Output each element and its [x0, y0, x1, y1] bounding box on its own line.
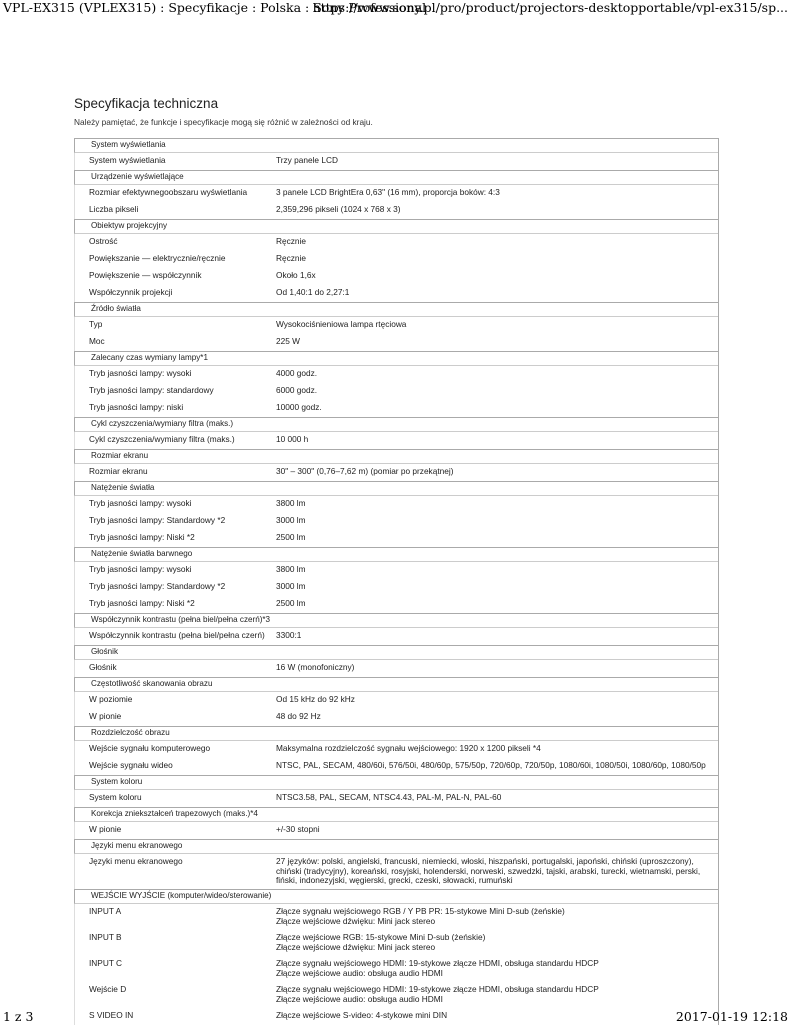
spec-section: [74, 219, 718, 302]
spec-value: 2500 lm: [276, 598, 306, 608]
spec-value: Od 1,40:1 do 2,27:1: [276, 287, 350, 297]
spec-section: [74, 613, 718, 645]
spec-row: [74, 790, 718, 807]
spec-section: [74, 481, 718, 547]
spec-row: [74, 579, 718, 596]
spec-section: [74, 677, 718, 726]
spec-value: 3 panele LCD BrightEra 0,63" (16 mm), proporcja boków: 4:3: [276, 187, 500, 197]
spec-label: Ostrość: [89, 236, 118, 246]
spec-label: Współczynnik projekcji: [89, 287, 173, 297]
spec-section: [74, 302, 718, 351]
spec-value: Maksymalna rozdzielczość sygnału wejściowego: 1920 x 1200 pikseli *4: [276, 743, 541, 753]
spec-label: System koloru: [89, 792, 142, 802]
spec-section: [74, 726, 718, 775]
spec-value: +/-30 stopni: [276, 824, 320, 834]
spec-row: [74, 334, 718, 351]
spec-value: 10000 godz.: [276, 402, 322, 412]
spec-content: [74, 96, 718, 1025]
spec-value: 4000 godz.: [276, 368, 318, 378]
spec-label: S VIDEO IN: [89, 1010, 134, 1020]
spec-section: [74, 889, 718, 1025]
spec-row: [74, 464, 718, 481]
spec-value: 16 W (monofoniczny): [276, 662, 355, 672]
section-heading: Natężenie światła: [74, 481, 718, 496]
spec-value: 3800 lm: [276, 498, 306, 508]
spec-row: [74, 251, 718, 268]
spec-value: 3300:1: [276, 630, 302, 640]
spec-label: Głośnik: [89, 662, 117, 672]
section-heading: Natężenie światła barwnego: [74, 547, 718, 562]
spec-value: NTSC3.58, PAL, SECAM, NTSC4.43, PAL-M, PAL-N, PAL-60: [276, 792, 502, 802]
spec-row: [74, 268, 718, 285]
spec-label: Rozmiar efektywnegoobszaru wyświetlania: [89, 187, 248, 197]
spec-label: Powiększanie — elektrycznie/ręcznie: [89, 253, 226, 263]
section-heading: System koloru: [74, 775, 718, 790]
print-header: [0, 0, 791, 18]
spec-label: INPUT A: [89, 906, 122, 916]
spec-value: Ręcznie: [276, 253, 306, 263]
spec-value: Trzy panele LCD: [276, 155, 338, 165]
spec-row: [74, 822, 718, 839]
spec-section: [74, 417, 718, 449]
spec-label: Rozmiar ekranu: [89, 466, 148, 476]
spec-value: 27 języków: polski, angielski, francuski, niemiecki, włoski, hiszpański, portugalski, japoński, chiński (uproszczony), chiński (tradycyjny), koreański, rosyjski, holenderski, norweski, szwedzki, tajski, arabski, turecki, wietnamski, perski, fiński, indonezyjski, węgierski, grecki, czeski, słowacki, rumuński: [276, 856, 701, 885]
spec-label: Współczynnik kontrastu (pełna biel/pełna czerń): [89, 630, 265, 640]
section-heading: Cykl czyszczenia/wymiany filtra (maks.): [74, 417, 718, 432]
spec-section: [74, 775, 718, 807]
spec-label: INPUT C: [89, 958, 123, 968]
section-heading: Głośnik: [74, 645, 718, 660]
spec-label: Tryb jasności lampy: wysoki: [89, 564, 192, 574]
spec-label: Tryb jasności lampy: Standardowy *2: [89, 581, 226, 591]
spec-label: Wejście sygnału wideo: [89, 760, 173, 770]
spec-row: [74, 741, 718, 758]
spec-label: Tryb jasności lampy: Niski *2: [89, 598, 195, 608]
spec-note: Należy pamiętać, że funkcje i specyfikacje mogą się różnić w zależności od kraju.: [74, 117, 373, 127]
spec-row: [74, 202, 718, 219]
spec-row: [74, 660, 718, 677]
spec-value: Ręcznie: [276, 236, 306, 246]
page-title: VPL-EX315 (VPLEX315) : Specyfikacje : Polska : Sony Professional: [3, 0, 427, 15]
spec-label: Tryb jasności lampy: wysoki: [89, 498, 192, 508]
spec-section: [74, 449, 718, 481]
spec-section: [74, 351, 718, 417]
spec-label: Cykl czyszczenia/wymiany filtra (maks.): [89, 434, 235, 444]
spec-section: [74, 645, 718, 677]
spec-value: 3000 lm: [276, 515, 306, 525]
spec-value: Od 15 kHz do 92 kHz: [276, 694, 355, 704]
spec-label: Typ: [89, 319, 103, 329]
spec-row: [74, 930, 718, 956]
section-heading: Rozdzielczość obrazu: [74, 726, 718, 741]
spec-row: [74, 692, 718, 709]
section-heading: Korekcja zniekształceń trapezowych (maks.)*4: [74, 807, 718, 822]
spec-title: Specyfikacja techniczna: [74, 96, 219, 111]
spec-value: 3000 lm: [276, 581, 306, 591]
spec-row: [74, 400, 718, 417]
spec-section: [74, 138, 718, 170]
section-heading: System wyświetlania: [74, 138, 718, 153]
spec-row: [74, 513, 718, 530]
spec-row: [74, 596, 718, 613]
spec-row: [74, 709, 718, 726]
spec-value: 30" – 300" (0,76–7,62 m) (pomiar po przekątnej): [276, 466, 454, 476]
section-heading: Języki menu ekranowego: [74, 839, 718, 854]
spec-value: Złącze sygnału wejściowego HDMI: 19-stykowe złącze HDMI, obsługa standardu HDCP Złącze wejściowe audio: obsługa audio HDMI: [276, 958, 599, 978]
spec-value: NTSC, PAL, SECAM, 480/60i, 576/50i, 480/60p, 575/50p, 720/60p, 720/50p, 1080/60i, 1080/50i, 1080/60p, 1080/50p: [276, 760, 706, 770]
section-heading: Urządzenie wyświetlające: [74, 170, 718, 185]
section-heading: Obiektyw projekcyjny: [74, 219, 718, 234]
spec-row: [74, 562, 718, 579]
spec-section: [74, 170, 718, 219]
spec-section: [74, 807, 718, 839]
print-footer: [0, 1008, 791, 1024]
spec-label: Tryb jasności lampy: niski: [89, 402, 184, 412]
spec-row: [74, 956, 718, 982]
section-heading: Częstotliwość skanowania obrazu: [74, 677, 718, 692]
section-heading: WEJŚCIE WYJŚCIE (komputer/wideo/sterowanie): [74, 889, 718, 904]
spec-value: 2500 lm: [276, 532, 306, 542]
spec-section: [74, 839, 718, 889]
spec-row: [74, 628, 718, 645]
print-timestamp: 2017-01-19 12:18: [675, 1009, 788, 1024]
spec-value: 6000 godz.: [276, 385, 318, 395]
spec-value: Około 1,6x: [276, 270, 316, 280]
spec-row: [74, 285, 718, 302]
spec-label: Języki menu ekranowego: [89, 856, 183, 866]
spec-label: Powiększenie — współczynnik: [89, 270, 202, 280]
spec-label: W poziomie: [89, 694, 133, 704]
spec-label: System wyświetlania: [89, 155, 166, 165]
page-url[interactable]: https://www.sony.pl/pro/product/projectors-desktopportable/vpl-ex315/sp...: [312, 0, 788, 15]
spec-label: W pionie: [89, 711, 122, 721]
section-heading: Zalecany czas wymiany lampy*1: [74, 351, 718, 366]
spec-value: Złącze sygnału wejściowego HDMI: 19-stykowe złącze HDMI, obsługa standardu HDCP Złącze wejściowe audio: obsługa audio HDMI: [276, 984, 599, 1004]
spec-row: [74, 432, 718, 449]
spec-value: 225 W: [276, 336, 300, 346]
spec-row: [74, 185, 718, 202]
spec-value: 3800 lm: [276, 564, 306, 574]
spec-row: [74, 383, 718, 400]
spec-label: Tryb jasności lampy: standardowy: [89, 385, 214, 395]
spec-row: [74, 366, 718, 383]
spec-label: Moc: [89, 336, 105, 346]
spec-value: Złącze wejściowe RGB: 15-stykowe Mini D-sub (żeńskie) Złącze wejściowe dźwięku: Mini jack stereo: [276, 932, 486, 952]
spec-label: Tryb jasności lampy: Niski *2: [89, 532, 195, 542]
spec-section: [74, 547, 718, 613]
spec-row: [74, 854, 718, 889]
section-heading: Rozmiar ekranu: [74, 449, 718, 464]
spec-row: [74, 758, 718, 775]
spec-label: Wejście D: [89, 984, 127, 994]
section-heading: Źródło światła: [74, 302, 718, 317]
spec-label: Wejście sygnału komputerowego: [89, 743, 211, 753]
spec-row: [74, 234, 718, 251]
spec-label: W pionie: [89, 824, 122, 834]
spec-row: [74, 530, 718, 547]
spec-value: 2,359,296 pikseli (1024 x 768 x 3): [276, 204, 401, 214]
section-heading: Współczynnik kontrastu (pełna biel/pełna czerń)*3: [74, 613, 718, 628]
spec-label: Tryb jasności lampy: wysoki: [89, 368, 192, 378]
spec-value: Złącze sygnału wejściowego RGB / Y PB PR: 15-stykowe Mini D-sub (żeńskie) Złącze wejściowe dźwięku: Mini jack stereo: [276, 906, 565, 926]
spec-value: 10 000 h: [276, 434, 309, 444]
spec-label: Liczba pikseli: [89, 204, 139, 214]
spec-row: [74, 496, 718, 513]
page-counter: 1 z 3: [3, 1009, 34, 1024]
spec-row: [74, 317, 718, 334]
spec-value: Wysokociśnieniowa lampa rtęciowa: [276, 319, 407, 329]
spec-label: INPUT B: [89, 932, 122, 942]
spec-label: Tryb jasności lampy: Standardowy *2: [89, 515, 226, 525]
spec-row: [74, 982, 718, 1008]
spec-value: 48 do 92 Hz: [276, 711, 321, 721]
spec-table: [74, 138, 719, 1025]
spec-row: [74, 904, 718, 930]
spec-value: Złącze wejściowe S-video: 4-stykowe mini DIN: [276, 1010, 448, 1020]
spec-row: [74, 153, 718, 170]
